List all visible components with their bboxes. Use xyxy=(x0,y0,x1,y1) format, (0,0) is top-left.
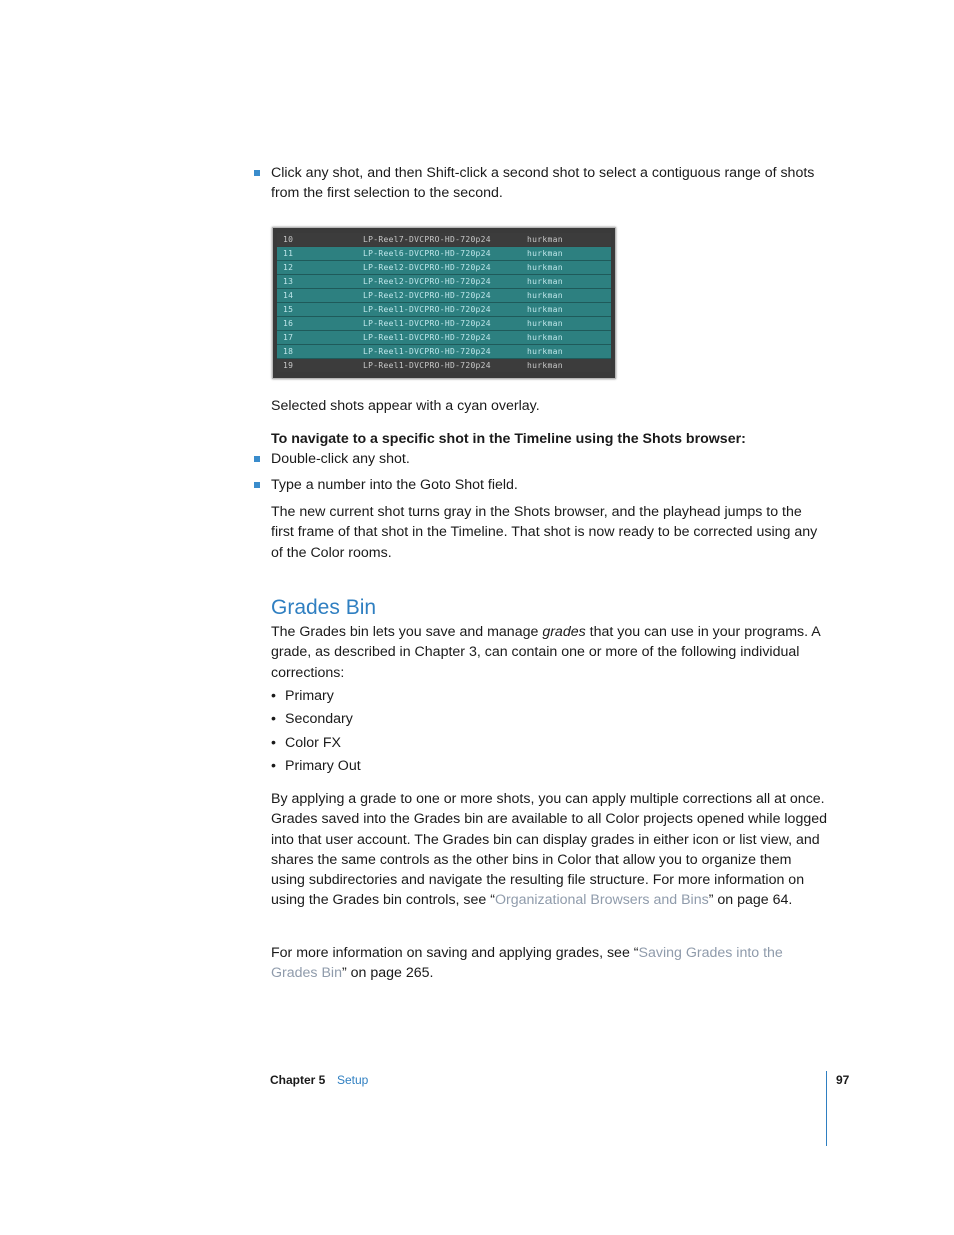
shot-row[interactable] xyxy=(277,275,611,289)
bullet-square-icon xyxy=(254,482,260,488)
grades-intro xyxy=(271,622,827,683)
shot-user: hurkman xyxy=(527,333,563,342)
shot-user: hurkman xyxy=(527,319,563,328)
shot-name: LP-Reel6-DVCPRO-HD-720p24 xyxy=(363,249,491,258)
shot-number: 11 xyxy=(283,249,294,258)
grades-intro-after: that you can use in your programs. A grade, as described in Chapter 3, can contain one or more of the following individual corrections: xyxy=(271,624,820,681)
footer-chapter: Chapter 5 xyxy=(270,1073,326,1087)
shot-number: 16 xyxy=(283,319,294,328)
organizational-browsers-link[interactable]: Organizational Browsers and Bins xyxy=(494,892,709,909)
shot-number: 12 xyxy=(283,263,294,272)
page-number: 97 xyxy=(836,1073,850,1087)
shot-name: LP-Reel1-DVCPRO-HD-720p24 xyxy=(363,319,491,328)
shot-row[interactable] xyxy=(277,331,611,345)
shot-row[interactable] xyxy=(277,359,611,372)
bullet-dot-icon: • xyxy=(271,688,276,704)
shot-user: hurkman xyxy=(527,249,563,258)
more-info-paragraph xyxy=(271,943,827,984)
shot-number: 15 xyxy=(283,305,294,314)
correction-item: Secondary xyxy=(285,711,353,727)
shot-row[interactable] xyxy=(277,317,611,331)
shot-number: 18 xyxy=(283,347,294,356)
grades-para-before: By applying a grade to one or more shots, you can apply multiple corrections all at once. Grades saved into the Grades bin are available to all Color projects opened while logged into that user account. The Grades bin can display grades in either icon or list view, and shares the same controls as the other bins in Color that allow you to organize them using subdirectories and navigate the resulting file structure. For more information on using the Grades bin controls, see “ xyxy=(271,791,828,909)
shot-row[interactable] xyxy=(277,233,611,246)
grades-italic: grades xyxy=(542,624,586,640)
shot-row[interactable] xyxy=(277,261,611,275)
nav-paragraph: The new current shot turns gray in the Shots browser, and the playhead jumps to the first frame of that shot in the Timeline. That shot is now ready to be corrected using any of the Color rooms. xyxy=(271,504,818,561)
correction-item: Primary xyxy=(285,688,334,704)
shot-user: hurkman xyxy=(527,235,563,244)
bullet-dot-icon: • xyxy=(271,711,276,727)
shot-user: hurkman xyxy=(527,277,563,286)
shot-name: LP-Reel1-DVCPRO-HD-720p24 xyxy=(363,361,491,370)
saving-grades-link[interactable]: Saving Grades into the Grades Bin xyxy=(271,945,783,982)
shot-row[interactable] xyxy=(277,345,611,359)
section-title: Grades Bin xyxy=(271,596,377,619)
nav-bullet-1: Double-click any shot. xyxy=(271,451,410,467)
shot-number: 13 xyxy=(283,277,294,286)
shots-browser-image xyxy=(272,227,616,379)
more-info-before: For more information on saving and applying grades, see “ xyxy=(271,945,639,961)
shot-name: LP-Reel1-DVCPRO-HD-720p24 xyxy=(363,347,491,356)
shot-name: LP-Reel1-DVCPRO-HD-720p24 xyxy=(363,333,491,342)
shot-name: LP-Reel2-DVCPRO-HD-720p24 xyxy=(363,291,491,300)
shot-user: hurkman xyxy=(527,347,563,356)
shot-user: hurkman xyxy=(527,305,563,314)
shot-row[interactable] xyxy=(277,289,611,303)
correction-item: Color FX xyxy=(285,735,341,751)
shot-user: hurkman xyxy=(527,291,563,300)
correction-item: Primary Out xyxy=(285,758,361,774)
intro-bullet-text: Click any shot, and then Shift-click a second shot to select a contiguous range of shots from the first selection to the second. xyxy=(271,165,815,202)
grades-paragraph xyxy=(271,789,827,911)
shot-name: LP-Reel2-DVCPRO-HD-720p24 xyxy=(363,263,491,272)
shot-name: LP-Reel1-DVCPRO-HD-720p24 xyxy=(363,305,491,314)
footer-divider xyxy=(826,1071,827,1146)
nav-bullet-2: Type a number into the Goto Shot field. xyxy=(271,477,518,493)
shot-number: 19 xyxy=(283,361,294,370)
shot-row[interactable] xyxy=(277,247,611,261)
shot-number: 10 xyxy=(283,235,294,244)
grades-para-after: ” on page 64. xyxy=(708,892,793,909)
footer-section-link[interactable]: Setup xyxy=(337,1073,369,1087)
figure-caption: Selected shots appear with a cyan overlay. xyxy=(271,398,540,414)
shot-user: hurkman xyxy=(527,361,563,370)
bullet-square-icon xyxy=(254,170,260,176)
shot-row[interactable] xyxy=(277,303,611,317)
shot-name: LP-Reel2-DVCPRO-HD-720p24 xyxy=(363,277,491,286)
bullet-dot-icon: • xyxy=(271,735,276,751)
shot-user: hurkman xyxy=(527,263,563,272)
shot-number: 14 xyxy=(283,291,294,300)
shot-name: LP-Reel7-DVCPRO-HD-720p24 xyxy=(363,235,491,244)
bullet-square-icon xyxy=(254,456,260,462)
shot-number: 17 xyxy=(283,333,294,342)
bullet-dot-icon: • xyxy=(271,758,276,774)
more-info-after: ” on page 265. xyxy=(341,965,434,982)
grades-intro-before: The Grades bin lets you save and manage xyxy=(271,624,543,640)
task-heading: To navigate to a specific shot in the Timeline using the Shots browser: xyxy=(271,431,746,447)
